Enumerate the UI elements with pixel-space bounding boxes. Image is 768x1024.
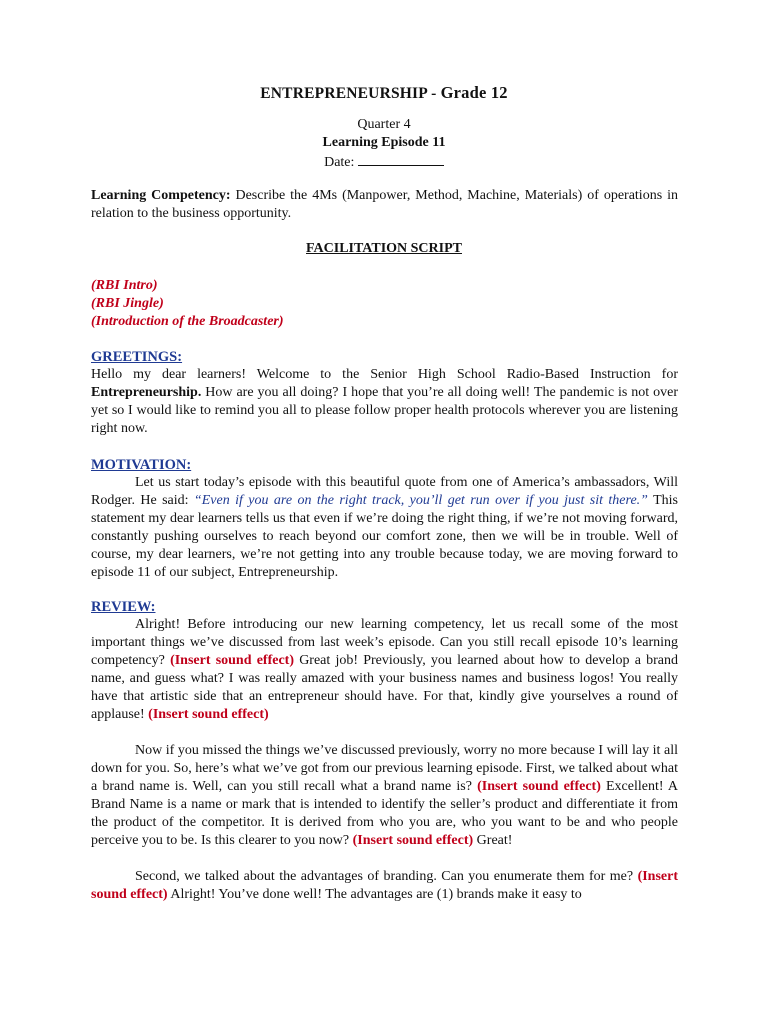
motivation-heading: MOTIVATION: <box>91 457 192 473</box>
review-text: Great job! Previously, you learned about how to develop a brand name, and guess what? I was really amazed with your business names and business logos! You really have that artistic side that an entrepreneur should have. For that, kindly give yourselves a round of applause! <box>91 653 679 722</box>
greetings-text <box>91 366 678 438</box>
motivation-quote: “Even if you are on the right track, you’ll get run over if you just sit there.” <box>193 493 648 508</box>
episode-label: Learning Episode 11 <box>322 135 446 150</box>
greetings-subject: Entrepreneurship. <box>91 385 202 400</box>
date-line <box>0 153 768 171</box>
cue-broadcaster-intro: (Introduction of the Broadcaster) <box>91 314 284 329</box>
review-section <box>91 598 678 904</box>
subject-title: ENTREPRENEURSHIP <box>260 85 428 102</box>
review-text: Alright! You’ve done well! The advantages are (1) brands make it easy to <box>167 887 582 902</box>
cue-rbi-jingle: (RBI Jingle) <box>91 296 164 311</box>
review-paragraph-2 <box>91 742 678 850</box>
review-paragraph-1 <box>91 616 678 724</box>
competency-text: Describe the 4Ms (Manpower, Method, Machine, Materials) of operations in relation to the business opportunity. <box>91 188 678 221</box>
script-title: FACILITATION SCRIPT <box>306 241 462 256</box>
sound-effect-cue: (Insert sound effect) <box>148 707 269 722</box>
sound-effect-cue: (Insert sound effect) <box>91 869 678 902</box>
document-title <box>0 83 768 103</box>
sound-effect-cue: (Insert sound effect) <box>352 833 474 848</box>
greetings-section <box>91 348 678 438</box>
cue-rbi-intro: (RBI Intro) <box>91 278 158 293</box>
motivation-section <box>91 456 678 582</box>
sound-effect-cue: (Insert sound effect) <box>170 653 294 668</box>
date-blank <box>358 153 444 166</box>
greetings-text-2: How are you all doing? I hope that you’re all doing well! The pandemic is not over yet so I would like to remind you all to please follow proper health protocols wherever you are listening right now. <box>91 385 678 436</box>
motivation-text-2: This statement my dear learners tells us that even if we’re doing the right thing, if we’re not moving forward, constantly pushing ourselves to reach beyond our comfort zone, then we will be in trouble. Well of course, my dear learners, we’re not getting into any trouble because today, we are moving forward to episode 11 of our subject, Entrepreneurship. <box>91 493 678 580</box>
review-text: Second, we talked about the advantages of branding. Can you enumerate them for me? <box>135 869 638 884</box>
review-heading: REVIEW: <box>91 599 156 615</box>
quarter-label: Quarter 4 <box>357 117 411 132</box>
greetings-heading: GREETINGS: <box>91 349 183 365</box>
review-text: Now if you missed the things we’ve discussed previously, worry no more because I will lay it all down for you. So, here’s what we’ve got from our previous learning episode. First, we talked about what a brand name is. Well, can you still recall what a brand name is? <box>91 743 678 794</box>
learning-competency <box>91 187 678 223</box>
greetings-text-1: Hello my dear learners! Welcome to the Senior High School Radio-Based Instruction for <box>91 367 678 382</box>
review-paragraph-3 <box>91 868 678 904</box>
review-text: Alright! Before introducing our new learning competency, let us recall some of the most important things we’ve discussed from last week’s episode. Can you still recall episode 10’s learning competency? <box>91 617 678 668</box>
date-label: Date: <box>324 155 355 170</box>
broadcast-cues <box>91 277 678 331</box>
sound-effect-cue: (Insert sound effect) <box>477 779 601 794</box>
review-text: Great! <box>473 833 513 848</box>
competency-label: Learning Competency: <box>91 188 231 203</box>
motivation-text <box>91 474 678 582</box>
grade-label: Grade 12 <box>440 83 508 102</box>
motivation-text-1: Let us start today’s episode with this beautiful quote from one of America’s ambassadors, Will Rodger. He said: <box>91 475 678 508</box>
title-separator: - <box>427 85 441 102</box>
review-text: Excellent! A Brand Name is a name or mark that is intended to identify the seller’s product and differentiate it from the product of the competitor. It is derived from who you are, who you want to be and who people perceive you to be. Is this clearer to you now? <box>91 779 678 848</box>
